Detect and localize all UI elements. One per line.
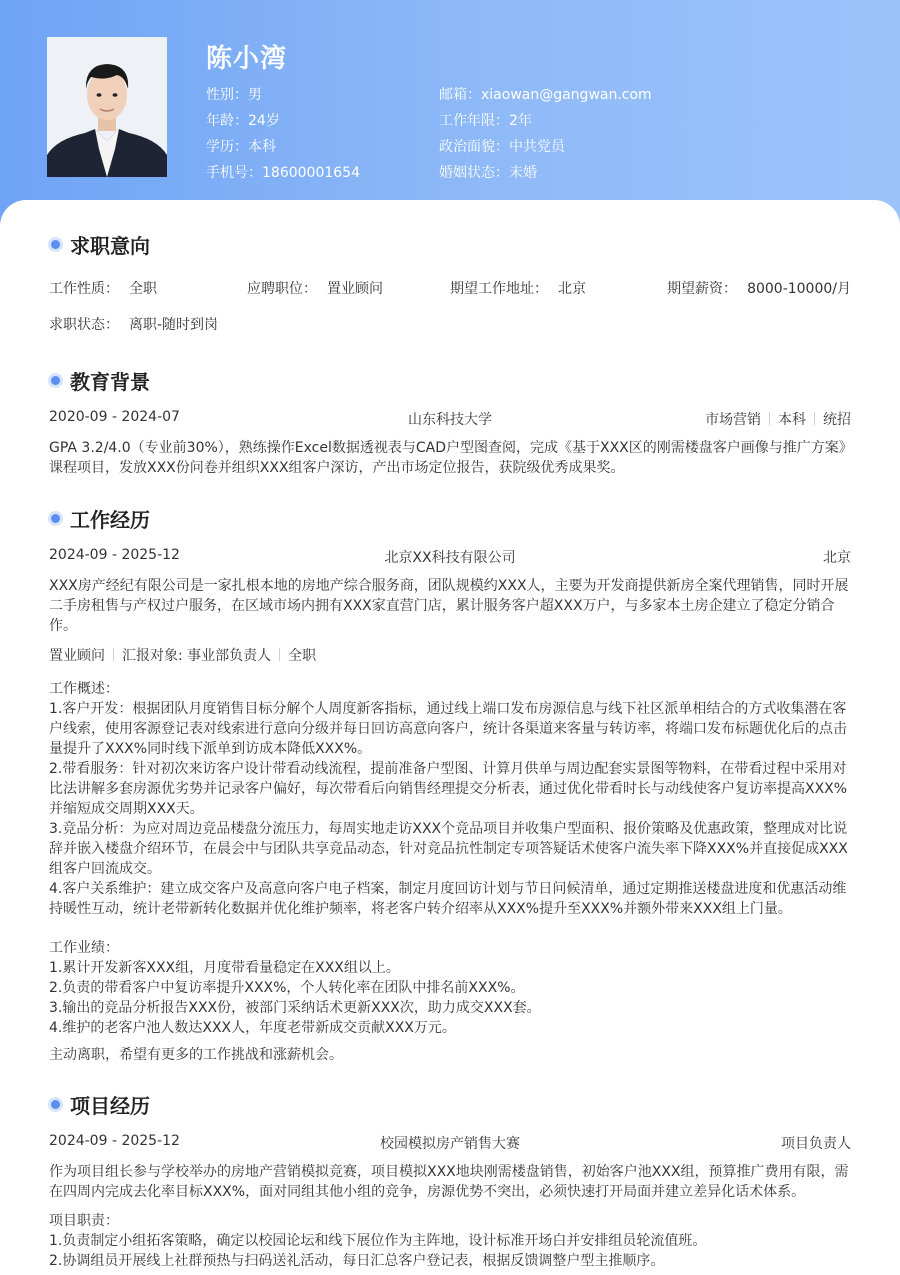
work-role: 置业顾问	[49, 648, 105, 664]
work-section-title: 工作经历	[48, 504, 150, 533]
work-report: 汇报对象: 事业部负责人	[122, 648, 272, 664]
intent-item-salary: 期望薪资： 8000-10000/月	[667, 281, 851, 297]
project-role: 项目负责人	[780, 1136, 851, 1152]
overview-title: 工作概述：	[49, 681, 119, 697]
gender-field: 性别：男	[206, 87, 262, 103]
overview-item: 2.带看服务：针对初次来访客户设计带看动线流程，提前准备户型图、计算月供单与周边配套实景图等物料，在带看过程中采用对比法讲解多套房源优劣势并记录客户偏好，每次带看后向销售经理提交分析表，通过优化带看时长与动线使客户复访率提高XXX%并缩短成交周期XXX天。	[49, 761, 848, 817]
intent-item-type: 工作性质： 全职	[49, 281, 157, 297]
bullet-dot-icon	[51, 376, 60, 385]
education-tags: 市场营销 本科 统招	[704, 412, 851, 428]
bullet-dot-icon	[51, 514, 60, 523]
overview-item: 4.客户关系维护：建立成交客户及高意向客户电子档案，制定月度回访计划与节日问候清单，通过定期推送楼盘进度和优惠活动维持暖性互动，统计老带新转化数据并优化维护频率，将老客户转介绍率从XXX%提升至XXX%并额外带来XXX组上门量。	[49, 881, 847, 917]
intent-item-location: 期望工作地址： 北京	[450, 281, 586, 297]
education-field: 学历：本科	[206, 139, 276, 155]
work-row	[49, 547, 851, 567]
performance-item: 2.负责的带看客户中复访率提升XXX%，个人转化率在团队中排名前XXX%。	[49, 980, 525, 996]
performance-item: 3.输出的竞品分析报告XXX份，被部门采纳话术更新XXX次，助力成交XXX套。	[49, 1000, 541, 1016]
bullet-dot-icon	[51, 1100, 60, 1109]
work-years-field: 工作年限：2年	[439, 113, 532, 129]
work-performance	[49, 938, 851, 1038]
duty-item: 2.协调组员开展线上社群预热与扫码送礼活动，每日汇总客户登记表，根据反馈调整户型主推顺序。	[49, 1253, 665, 1269]
overview-item: 1.客户开发：根据团队月度销售目标分解个人周度新客指标，通过线上端口发布房源信息与线下社区派单相结合的方式收集潜在客户线索，使用客源登记表对线索进行意向分级并每日回访高意向客户，统计各渠道来客量与转访率，将端口发布标题优化后的点击量提升了XXX%同时线下派单到访成本降低XXX%。	[49, 701, 847, 757]
project-section-title: 项目经历	[48, 1090, 150, 1119]
project-name: 校园模拟房产销售大赛	[379, 1136, 520, 1152]
work-tags	[49, 645, 851, 665]
candidate-name: 陈小湾	[206, 44, 288, 74]
intent-item-status: 求职状态： 离职-随时到岗	[49, 317, 219, 333]
leave-reason: 主动离职，希望有更多的工作挑战和涨薪机会。	[49, 1047, 343, 1063]
project-duties	[49, 1211, 851, 1271]
overview-item: 3.竞品分析：为应对周边竞品楼盘分流压力，每周实地走访XXX个竞品项目并收集户型面积、报价策略及优惠政策，整理成对比说辞并嵌入楼盘介绍环节，在晨会中与团队共享竞品动态，针对竞品抗性制定专项答疑话术使客户流失率下降XXX%并直接促成XXX组客户回流成交。	[49, 821, 848, 877]
project-row	[49, 1133, 851, 1153]
performance-item: 1.累计开发新客XXX组，月度带看量稳定在XXX组以上。	[49, 960, 400, 976]
work-date: 2024-09 - 2025-12	[49, 547, 180, 563]
person-photo-icon	[47, 37, 167, 177]
duty-title: 项目职责：	[49, 1213, 119, 1229]
email-field: 邮箱：xiaowan@gangwan.com	[439, 87, 652, 103]
work-city: 北京	[822, 550, 851, 566]
education-date: 2020-09 - 2024-07	[49, 409, 180, 425]
education-section-title: 教育背景	[48, 366, 150, 395]
performance-title: 工作业绩：	[49, 940, 119, 956]
intent-item-position: 应聘职位： 置业顾问	[247, 281, 383, 297]
education-school: 山东科技大学	[407, 412, 492, 428]
phone-field: 手机号：18600001654	[206, 165, 360, 181]
bullet-dot-icon	[51, 240, 60, 249]
duty-item: 1.负责制定小组拓客策略，确定以校园论坛和线下展位作为主阵地，设计标准开场白并安排组员轮流值班。	[49, 1233, 707, 1249]
intent-section-title: 求职意向	[48, 230, 150, 259]
project-description: 作为项目组长参与学校举办的房地产营销模拟竞赛，项目模拟XXX地块刚需楼盘销售，初始客户池XXX组，预算推广费用有限，需在四周内完成去化率目标XXX%，面对同组其他小组的竞争，房源优势不突出，必须快速打开局面并建立差异化话术体系。	[49, 1164, 849, 1200]
education-description: GPA 3.2/4.0（专业前30%），熟练操作Excel数据透视表与CAD户型图查阅，完成《基于XXX区的刚需楼盘客户画像与推广方案》课程项目，发放XXX份问卷并组织XXX组客户深访，产出市场定位报告，获院级优秀成果奖。	[49, 440, 846, 476]
project-date: 2024-09 - 2025-12	[49, 1133, 180, 1149]
performance-item: 4.维护的老客户池人数达XXX人，年度老带新成交贡献XXX万元。	[49, 1020, 456, 1036]
avatar	[47, 37, 167, 177]
work-nature: 全职	[288, 648, 317, 664]
work-company: 北京XX科技有限公司	[384, 550, 516, 566]
age-field: 年龄：24岁	[206, 113, 280, 129]
education-row	[49, 409, 851, 429]
work-overview	[49, 679, 851, 919]
marital-field: 婚姻状态：未婚	[439, 165, 537, 181]
company-intro: XXX房产经纪有限公司是一家扎根本地的房地产综合服务商，团队规模约XXX人，主要为开发商提供新房全案代理销售，同时开展二手房租售与产权过户服务，在区域市场内拥有XXX家直营门店，累计服务客户超XXX万户，与多家本土房企建立了稳定分销合作。	[49, 578, 849, 634]
politics-field: 政治面貌：中共党员	[439, 139, 565, 155]
